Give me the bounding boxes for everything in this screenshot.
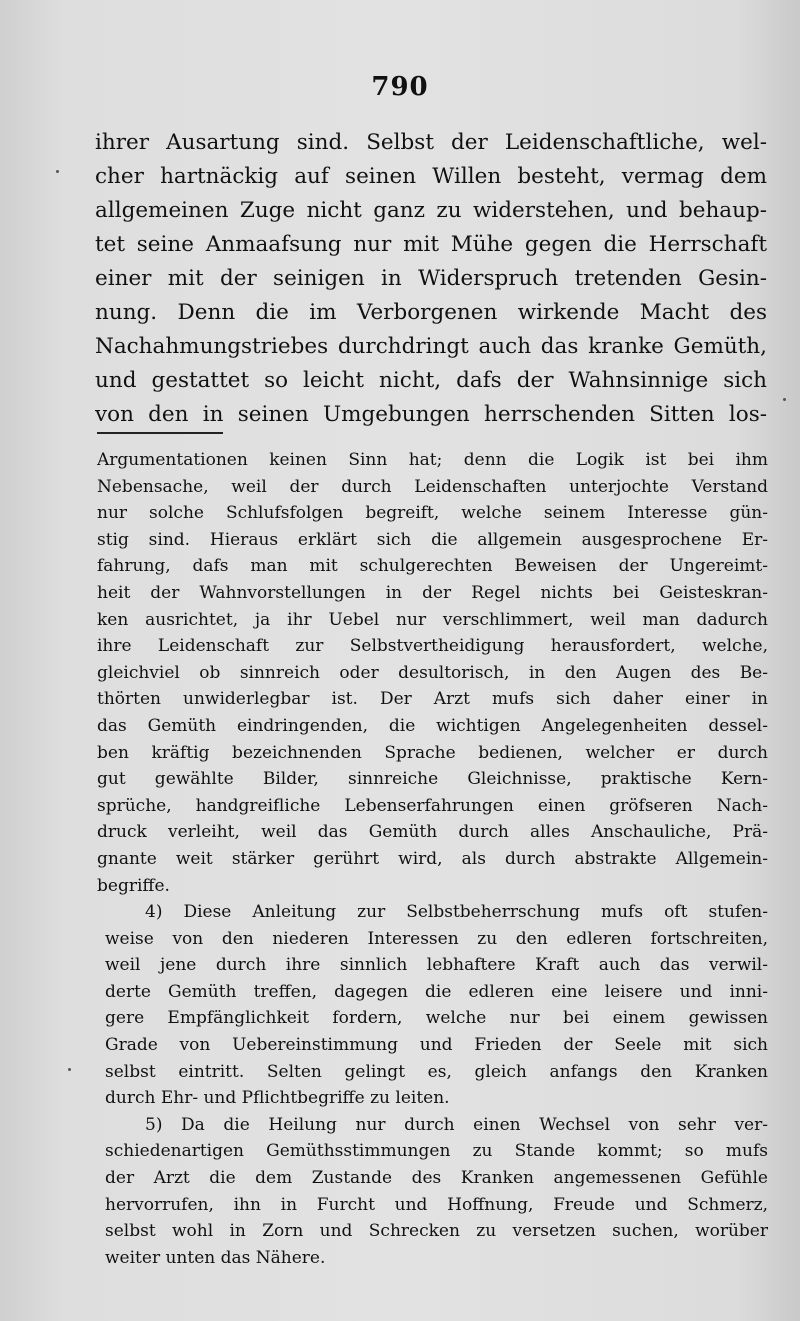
footnote-line: Nebensache, weil der durch Leidenschaften unterjochte Verstand [97, 476, 768, 497]
footnote-line: weise von den niederen Interessen zu den edleren fortschreiten, [105, 928, 768, 949]
main-text-block [95, 126, 767, 432]
main-text-line: Nachahmungstriebes durchdringt auch das kranke Gemüth, [95, 334, 767, 359]
main-text-line: von den in seinen Umgebungen herrschenden Sitten los- [95, 402, 767, 427]
footnote-line: heit der Wahnvorstellungen in der Regel nichts bei Geisteskran- [97, 582, 768, 603]
main-text-line: cher hartnäckig auf seinen Willen besteht, vermag dem [95, 164, 767, 189]
main-text-line: nung. Denn die im Verborgenen wirkende Macht des [95, 300, 767, 325]
footnote-line: derte Gemüth treffen, dagegen die edleren eine leisere und inni- [105, 981, 768, 1002]
footnote-line: thörten unwiderlegbar ist. Der Arzt mufs sich daher einer in [97, 689, 768, 710]
main-text-line: einer mit der seinigen in Widerspruch tretenden Gesin- [95, 266, 767, 291]
footnote-line: begriffe. [97, 875, 170, 896]
footnote-line: gut gewählte Bilder, sinnreiche Gleichnisse, praktische Kern- [97, 769, 768, 790]
main-text-line: ihrer Ausartung sind. Selbst der Leidenschaftliche, wel- [95, 130, 767, 155]
main-text-line: allgemeinen Zuge nicht ganz zu widerstehen, und behaup- [95, 198, 767, 223]
footnote-line: ken ausrichtet, ja ihr Uebel nur verschlimmert, weil man dadurch [97, 609, 768, 630]
page-number: 790 [371, 72, 429, 102]
footnote-line: Grade von Uebereinstimmung und Frieden der Seele mit sich [105, 1035, 768, 1056]
footnote-line: sprüche, handgreifliche Lebenserfahrungen einen gröfseren Nach- [97, 795, 768, 816]
footnote-line: Argumentationen keinen Sinn hat; denn die Logik ist bei ihm [97, 450, 768, 470]
footnote-line: selbst wohl in Zorn und Schrecken zu versetzen suchen, worüber [105, 1221, 768, 1242]
footnote-line: selbst eintritt. Selten gelingt es, gleich anfangs den Kranken [105, 1061, 768, 1082]
footnote-line: ben kräftig bezeichnenden Sprache bedienen, welcher er durch [97, 742, 768, 763]
footnote-divider [97, 432, 223, 434]
paper-speck [56, 170, 59, 173]
footnote-line: ihre Leidenschaft zur Selbstvertheidigung herausfordert, welche, [97, 636, 768, 657]
footnote-line: durch Ehr- und Pflichtbegriffe zu leiten. [105, 1088, 450, 1109]
footnote-line: stig sind. Hieraus erklärt sich die allgemein ausgesprochene Er- [97, 529, 768, 550]
footnote-line: der Arzt die dem Zustande des Kranken angemessenen Gefühle [105, 1168, 768, 1189]
footnote-line: gleichviel ob sinnreich oder desultorisch, in den Augen des Be- [97, 662, 768, 683]
footnote-line: weiter unten das Nähere. [105, 1247, 326, 1268]
footnote-line: nur solche Schlufsfolgen begreift, welche seinem Interesse gün- [97, 503, 768, 524]
footnote-line: druck verleiht, weil das Gemüth durch alles Anschauliche, Prä- [97, 822, 768, 843]
footnote-line: hervorrufen, ihn in Furcht und Hoffnung, Freude und Schmerz, [105, 1194, 768, 1215]
footnote-line: weil jene durch ihre sinnlich lebhaftere Kraft auch das verwil- [105, 955, 768, 976]
footnote-line: fahrung, dafs man mit schulgerechten Beweisen der Ungereimt- [97, 556, 768, 577]
footnote-line: gere Empfänglichkeit fordern, welche nur bei einem gewissen [105, 1008, 768, 1029]
paper-speck [68, 1068, 71, 1071]
footnote-paragraph-start: 4) Diese Anleitung zur Selbstbeherrschung mufs oft stufen- [145, 902, 768, 923]
main-text-line: und gestattet so leicht nicht, dafs der Wahnsinnige sich [95, 368, 767, 393]
footnote-line: schiedenartigen Gemüthsstimmungen zu Stande kommt; so mufs [105, 1141, 768, 1162]
footnote-line: das Gemüth eindringenden, die wichtigen Angelegenheiten dessel- [97, 715, 768, 736]
footnote-text-block [97, 447, 768, 1271]
paper-speck [783, 398, 786, 401]
footnote-line: gnante weit stärker gerührt wird, als durch abstrakte Allgemein- [97, 848, 768, 869]
footnote-paragraph-start: 5) Da die Heilung nur durch einen Wechsel von sehr ver- [145, 1114, 768, 1135]
main-text-line: tet seine Anmaafsung nur mit Mühe gegen die Herrschaft [95, 232, 767, 257]
